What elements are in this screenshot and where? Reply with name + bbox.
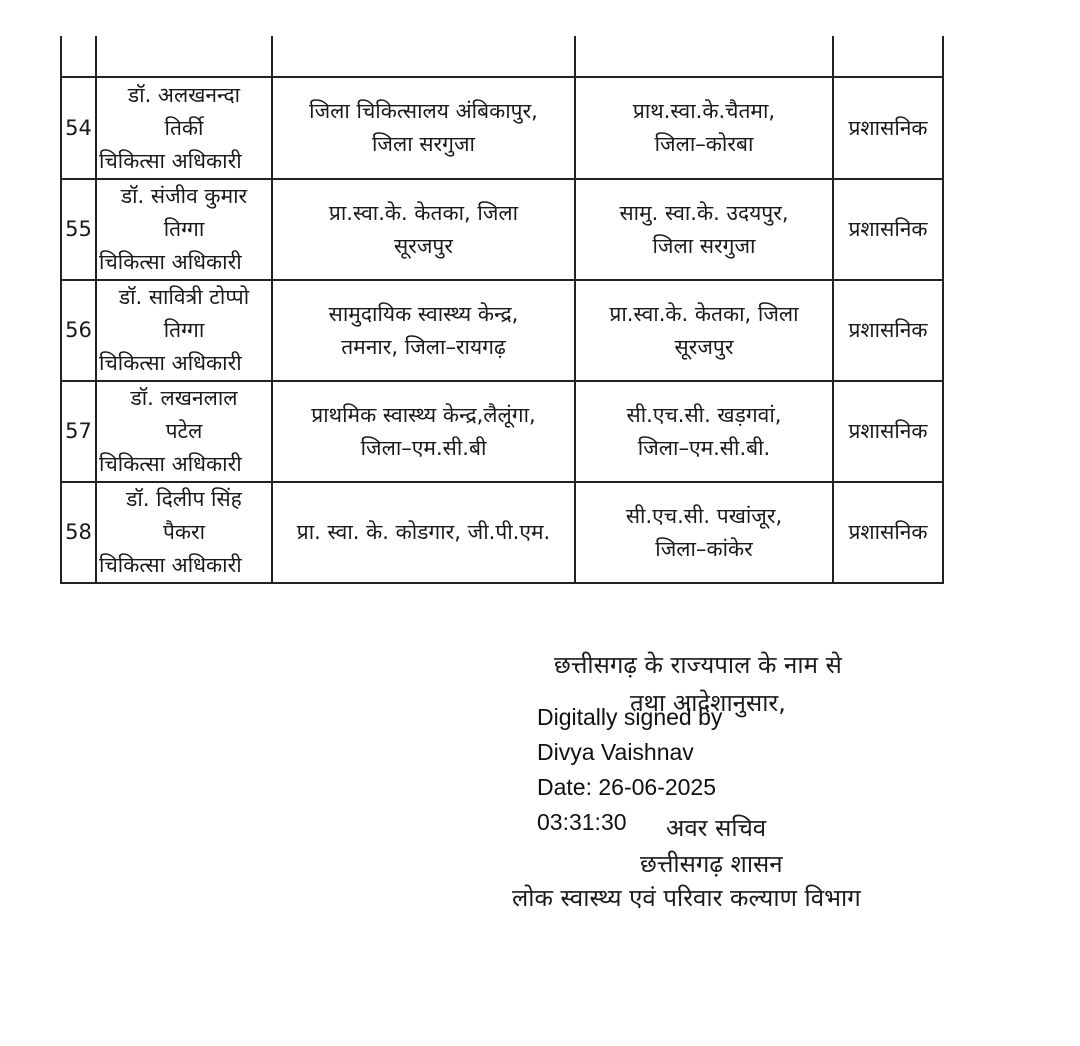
- serial-number: 55: [61, 179, 96, 280]
- officer-name-cell: [96, 280, 272, 381]
- officer-designation: चिकित्सा अधिकारी: [99, 452, 242, 476]
- officer-designation: चिकित्सा अधिकारी: [99, 250, 242, 274]
- current-posting-cell: [272, 77, 575, 179]
- new-posting-line1: सी.एच.सी. पखांजूर,: [625, 503, 783, 528]
- signature-date: Date: 26-06-2025: [537, 774, 717, 800]
- current-posting-line2: जिला–एम.सी.बी: [360, 435, 487, 460]
- transfer-table: [60, 36, 944, 584]
- current-posting-line2: तमनार, जिला–रायगढ़: [341, 334, 506, 359]
- table-continuation-row: [61, 36, 943, 77]
- officer-name-line1: डॉ. अलखनन्दा: [127, 82, 241, 107]
- officer-name-cell: [96, 381, 272, 482]
- new-posting-line2: सूरजपुर: [674, 334, 734, 359]
- officer-name-cell: [96, 482, 272, 583]
- table-row: [61, 482, 943, 583]
- officer-name-line1: डॉ. दिलीप सिंह: [126, 487, 242, 511]
- officer-name-line2: तिग्गा: [163, 318, 205, 342]
- serial-number: 57: [61, 381, 96, 482]
- officer-name-cell: [96, 77, 272, 179]
- officer-name-line1: डॉ. सावित्री टोप्पो: [118, 285, 250, 309]
- officer-title: अवर सचिव: [666, 814, 767, 842]
- empty-cell: [272, 36, 575, 77]
- new-posting-cell: [575, 482, 833, 583]
- transfer-type: प्रशासनिक: [833, 482, 943, 583]
- table-row: [61, 280, 943, 381]
- table-row: [61, 77, 943, 179]
- current-posting-line1: जिला चिकित्सालय अंबिकापुर,: [309, 99, 538, 123]
- transfer-type: प्रशासनिक: [833, 381, 943, 482]
- new-posting-line2: जिला–कांकेर: [655, 536, 753, 561]
- new-posting-line2: जिला–एम.सी.बी.: [637, 435, 771, 460]
- empty-cell: [96, 36, 272, 77]
- transfer-table-container: [60, 36, 944, 584]
- transfer-type: प्रशासनिक: [833, 77, 943, 179]
- officer-name-line2: पटेल: [165, 419, 203, 443]
- officer-name-line1: डॉ. संजीव कुमार: [120, 184, 248, 208]
- signature-signer: Divya Vaishnav: [537, 739, 694, 765]
- closing-line2: तथा आदेशानुसार,: [630, 689, 786, 717]
- current-posting-line1: सामुदायिक स्वास्थ्य केन्द्र,: [328, 301, 519, 326]
- signature-line1: Digitally signed by: [537, 704, 723, 730]
- table-row: [61, 381, 943, 482]
- officer-government: छत्तीसगढ़ शासन: [640, 850, 783, 878]
- empty-cell: [575, 36, 833, 77]
- new-posting-line1: सी.एच.सी. खड़गवां,: [626, 402, 782, 427]
- new-posting-line2: जिला–कोरबा: [654, 132, 754, 156]
- current-posting-line2: जिला सरगुजा: [371, 132, 475, 156]
- empty-cell: [61, 36, 96, 77]
- new-posting-line1: प्राथ.स्वा.के.चैतमा,: [632, 99, 776, 123]
- new-posting-cell: [575, 280, 833, 381]
- current-posting-cell: [272, 280, 575, 381]
- transfer-type: प्रशासनिक: [833, 280, 943, 381]
- officer-name-cell: [96, 179, 272, 280]
- new-posting-cell: [575, 381, 833, 482]
- signature-time: 03:31:30: [537, 809, 627, 835]
- current-posting-line1: प्राथमिक स्वास्थ्य केन्द्र,लैलूंगा,: [311, 402, 536, 427]
- new-posting-line2: जिला सरगुजा: [652, 233, 756, 258]
- new-posting-line1: सामु. स्वा.के. उदयपुर,: [619, 200, 789, 225]
- current-posting-line1: प्रा.स्वा.के. केतका, जिला: [328, 200, 519, 225]
- serial-number: 58: [61, 482, 96, 583]
- current-posting-cell: [272, 381, 575, 482]
- officer-name-line2: पैकरा: [162, 520, 206, 544]
- new-posting-line1: प्रा.स्वा.के. केतका, जिला: [609, 301, 799, 326]
- serial-number: 54: [61, 77, 96, 179]
- officer-name-line2: तिर्की: [164, 115, 204, 140]
- officer-name-line1: डॉ. लखनलाल: [130, 386, 238, 410]
- current-posting-line1: प्रा. स्वा. के. कोडगार, जी.पी.एम.: [296, 520, 551, 544]
- table-row: [61, 179, 943, 280]
- officer-designation: चिकित्सा अधिकारी: [99, 148, 242, 173]
- current-posting-cell: [272, 482, 575, 583]
- current-posting-cell: [272, 179, 575, 280]
- new-posting-cell: [575, 77, 833, 179]
- officer-designation: चिकित्सा अधिकारी: [99, 351, 242, 375]
- officer-designation: चिकित्सा अधिकारी: [99, 553, 242, 577]
- serial-number: 56: [61, 280, 96, 381]
- current-posting-line2: सूरजपुर: [394, 233, 453, 258]
- new-posting-cell: [575, 179, 833, 280]
- transfer-type: प्रशासनिक: [833, 179, 943, 280]
- empty-cell: [833, 36, 943, 77]
- officer-department: लोक स्वास्थ्य एवं परिवार कल्याण विभाग: [512, 884, 861, 912]
- officer-name-line2: तिग्गा: [163, 217, 205, 241]
- closing-line1: छत्तीसगढ़ के राज्यपाल के नाम से: [554, 651, 842, 679]
